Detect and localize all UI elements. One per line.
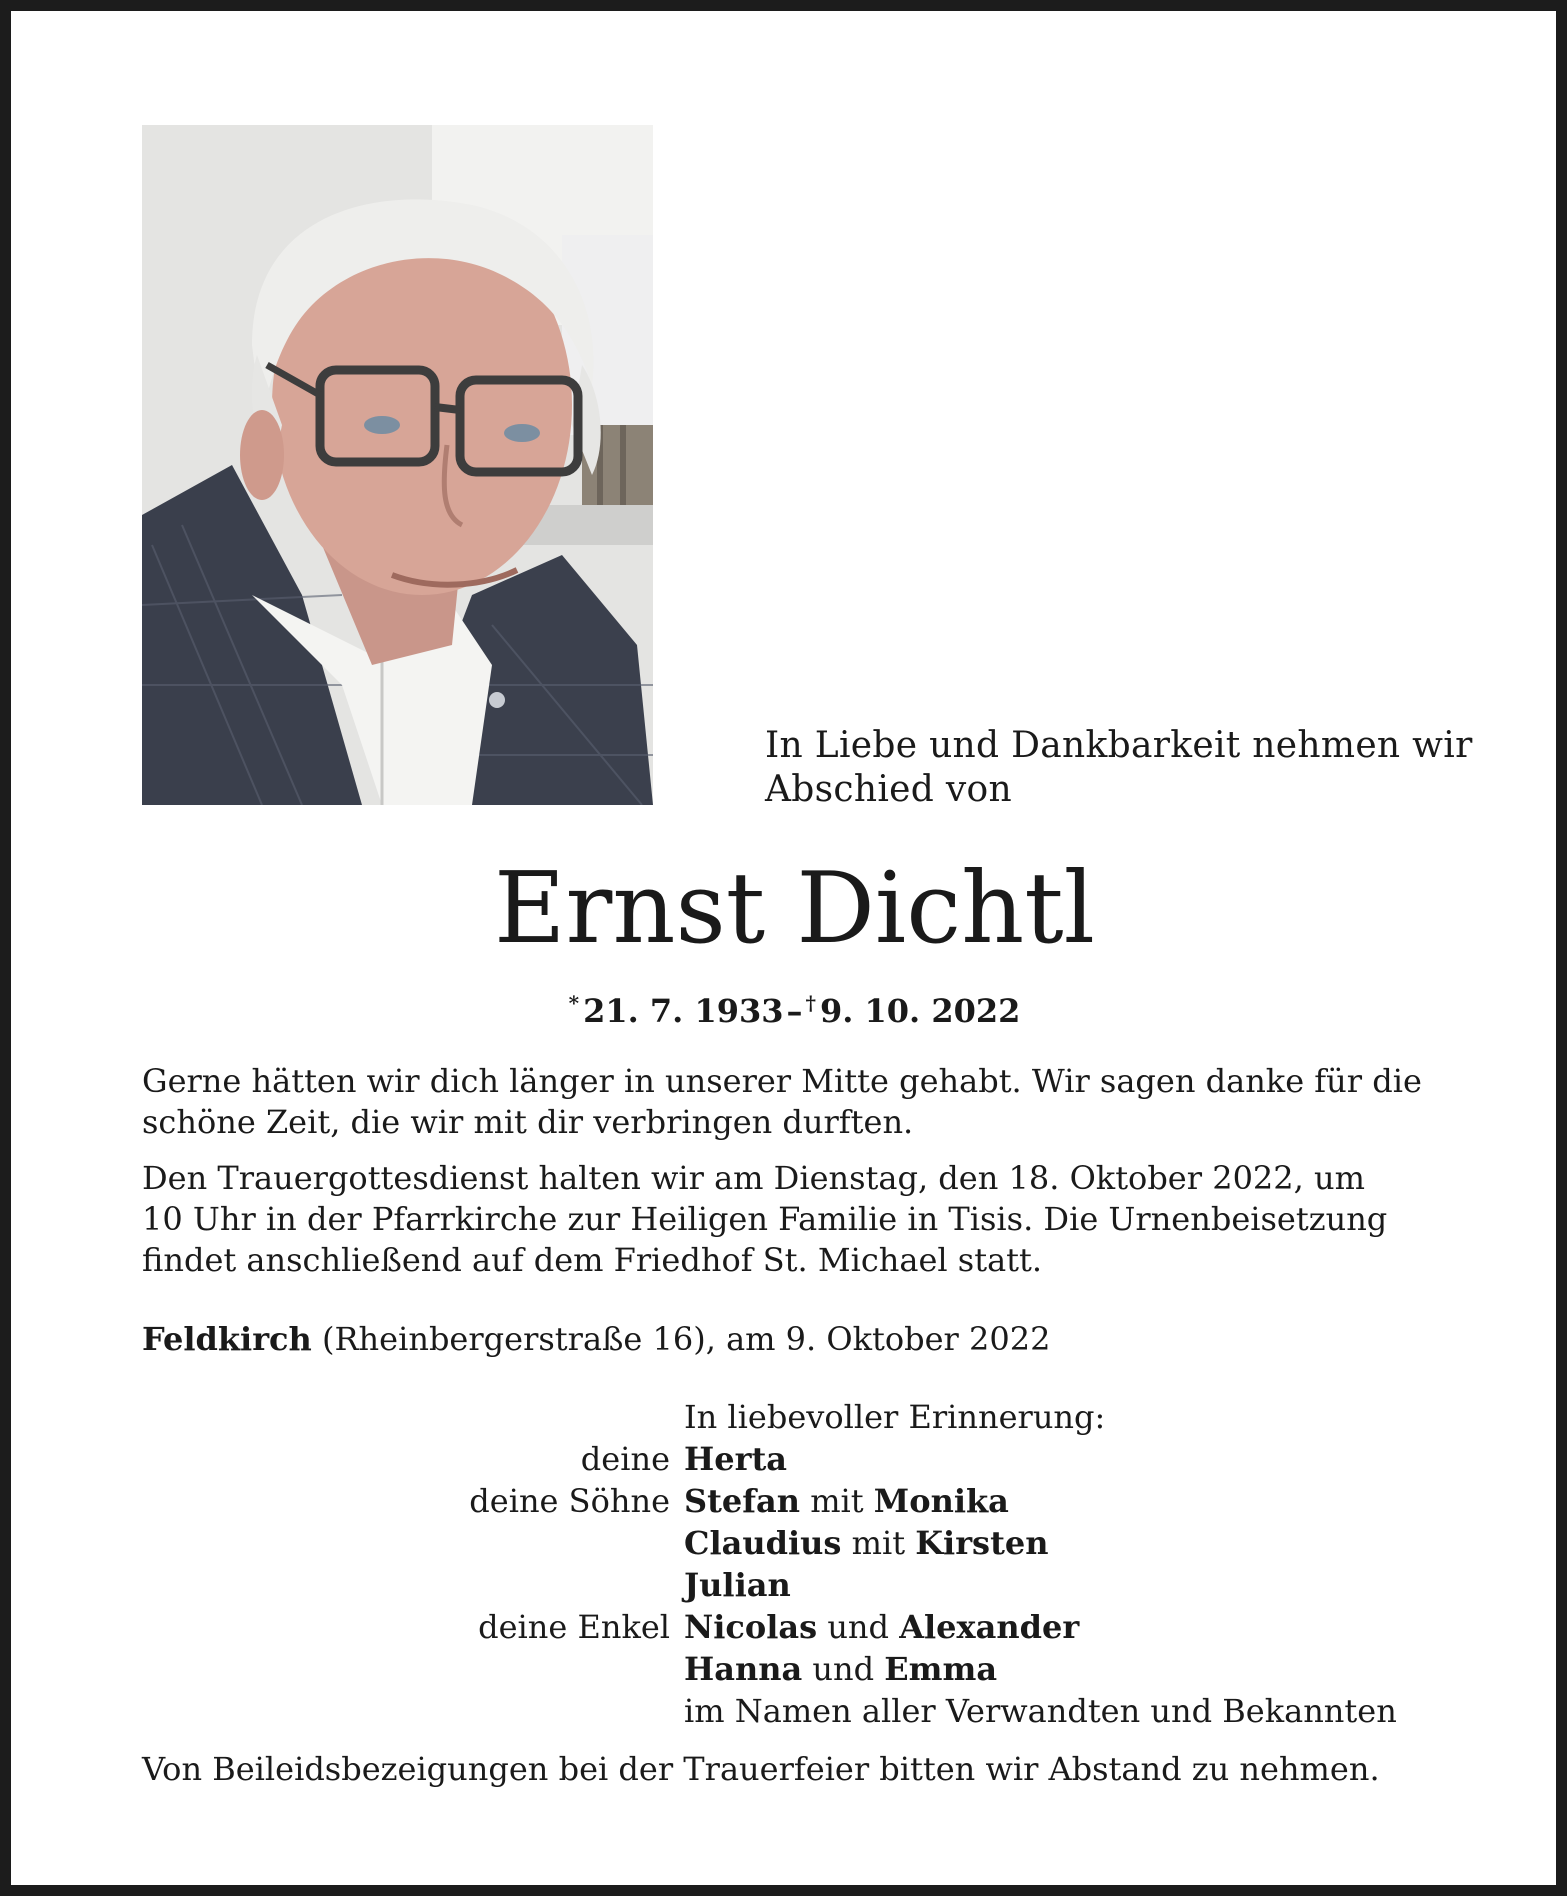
farewell-paragraph	[142, 1061, 1452, 1143]
mourner-name: Nicolas	[684, 1608, 818, 1646]
relation-label: deine Söhne	[469, 1482, 670, 1520]
mourner-name: Emma	[884, 1650, 998, 1688]
mourner-name: Hanna	[684, 1650, 803, 1688]
mourner-row	[142, 1522, 1452, 1564]
mourner-conjunction: mit	[841, 1524, 916, 1562]
relation-label	[142, 1522, 684, 1564]
portrait-photo	[142, 125, 653, 805]
intro-line-2: Abschied von	[765, 769, 1012, 810]
mourner-name: Kirsten	[915, 1524, 1049, 1562]
place-city: Feldkirch	[142, 1320, 312, 1358]
mourner-row	[142, 1606, 1452, 1648]
mourner-row	[142, 1564, 1452, 1606]
service-paragraph	[142, 1158, 1452, 1281]
relation-label: deine Enkel	[478, 1608, 670, 1646]
mourner-conjunction: mit	[800, 1482, 874, 1520]
mourner-conjunction: und	[802, 1650, 885, 1688]
mourners-footer: im Namen aller Verwandten und Bekannten	[684, 1692, 1397, 1730]
death-symbol: †	[805, 991, 816, 1015]
intro-line-1: In Liebe und Dankbarkeit nehmen wir	[765, 725, 1473, 766]
mourner-name: Herta	[684, 1440, 787, 1478]
date-separator: –	[786, 992, 803, 1030]
mourners-heading-row	[142, 1396, 1452, 1438]
place-and-date	[142, 1319, 1050, 1360]
mourner-name: Julian	[684, 1566, 791, 1604]
mourner-row	[142, 1480, 1452, 1522]
closing-note: Von Beileidsbezeigungen bei der Trauerfeier bitten wir Abstand zu nehmen.	[142, 1750, 1380, 1788]
intro-text	[765, 724, 1473, 812]
relation-label: deine	[580, 1440, 670, 1478]
mourner-conjunction: und	[817, 1608, 900, 1646]
mourner-name: Stefan	[684, 1482, 801, 1520]
place-details: (Rheinbergerstraße 16), am 9. Oktober 2022	[311, 1320, 1051, 1358]
mourners-heading: In liebevoller Erinnerung:	[684, 1398, 1106, 1436]
paragraph-line: findet anschließend auf dem Friedhof St. Michael statt.	[142, 1241, 1043, 1279]
paragraph-line: 10 Uhr in der Pfarrkirche zur Heiligen Familie in Tisis. Die Urnenbeisetzung	[142, 1200, 1388, 1238]
relation-label	[142, 1648, 684, 1690]
deceased-name: Ernst Dichtl	[494, 852, 1095, 966]
birth-date: 21. 7. 1933	[583, 992, 784, 1030]
relation-label	[142, 1564, 684, 1606]
death-date: 9. 10. 2022	[819, 992, 1021, 1030]
mourners-footer-row	[142, 1690, 1452, 1732]
mourner-name: Monika	[873, 1482, 1009, 1520]
mourner-row	[142, 1438, 1452, 1480]
paragraph-line: Den Trauergottesdienst halten wir am Dienstag, den 18. Oktober 2022, um	[142, 1159, 1365, 1197]
birth-symbol: *	[568, 991, 580, 1015]
paragraph-line: schöne Zeit, die wir mit dir verbringen durften.	[142, 1103, 914, 1141]
mourners-list	[142, 1396, 1452, 1732]
life-dates	[11, 981, 1567, 1033]
mourner-row	[142, 1648, 1452, 1690]
mourner-name: Claudius	[684, 1524, 842, 1562]
mourner-name: Alexander	[899, 1608, 1080, 1646]
paragraph-line: Gerne hätten wir dich länger in unserer Mitte gehabt. Wir sagen danke für die	[142, 1062, 1422, 1100]
